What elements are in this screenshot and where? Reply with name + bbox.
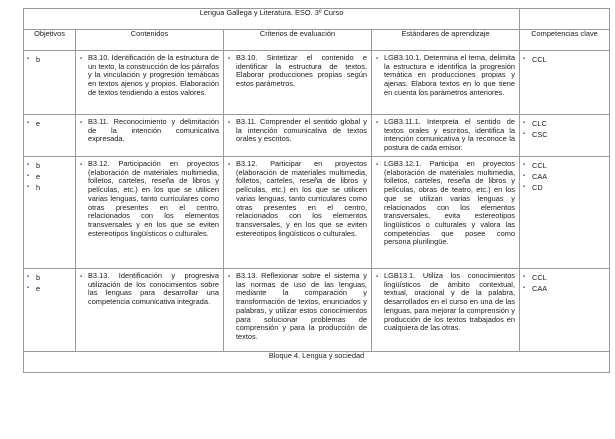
objetivos-item: ▪ e (27, 118, 75, 129)
contenido-text: B3.11. Reconocimiento y delimitación de la intención comunicativa expresada. (88, 117, 219, 144)
table-title-spacer (520, 9, 610, 30)
curriculum-table (23, 8, 610, 373)
criterio-cell (224, 269, 372, 352)
contenido-cell (76, 115, 224, 157)
competencia-cell (520, 115, 610, 157)
objetivos-cell (24, 157, 76, 269)
contenido-cell (76, 51, 224, 115)
header-competencias: Competencias clave (520, 30, 610, 51)
bullet-icon: ▪ (376, 274, 379, 280)
criterio-text: B3.10. Sintetizar el contenido e identificar la estructura de textos. Elaborar producciones propias según estos parámetros. (236, 53, 367, 89)
estandar-text: LGB3.12.1. Participa en proyectos (elaboración de materiales multimedia, folletos, carteles, reseña de libros y películas, obras de teatro, etc.) en los que se utilizan varias lenguas y relacionados con los elementos transversales, evita estereotipos lingüísticos o culturales y valora las competencias que posee como persona plurilingüe. (384, 159, 515, 247)
contenido-text: B3.10. Identificación de la estructura de un texto, la construcción de los párrafos y la vinculación y progresión temáticas en textos ajenos y propios. Elaboración de textos tendiendo a estos valores. (88, 53, 219, 97)
criterio-cell (224, 157, 372, 269)
table-row (24, 51, 610, 115)
objetivos-cell (24, 115, 76, 157)
header-criterios: Criterios de evaluación (224, 30, 372, 51)
bullet-icon: ▪ (80, 274, 83, 280)
competencia-item: ▪ CCL (523, 54, 609, 65)
table-row (24, 269, 610, 352)
bullet-icon: ▪ (80, 162, 83, 168)
competencia-item: ▪ CAA (523, 171, 609, 182)
competencia-item: ▪ CD (523, 182, 609, 193)
objetivos-item: ▪ b (27, 160, 75, 171)
bullet-icon: ▪ (228, 274, 231, 280)
block-heading: Bloque 4. Lengua y sociedad (24, 352, 610, 373)
objetivos-item: ▪ b (27, 272, 75, 283)
criterio-text: B3.13. Reflexionar sobre el sistema y las normas de uso de las lenguas, mediante la comparación y transformación de textos, enunciados y palabras, y utilizar estos conocimientos para solucionar problemas de comprensión y para la producción de textos. (236, 271, 367, 341)
objetivos-item: ▪ h (27, 182, 75, 193)
estandar-text: LGB3.11.1. Interpreta el sentido de textos orales y escritos, identifica la intención comunicativa y la reconoce la postura de cada emisor. (384, 117, 515, 153)
objetivos-item: ▪ e (27, 171, 75, 182)
competencia-cell (520, 51, 610, 115)
objetivos-item: ▪ e (27, 283, 75, 294)
criterio-text: B3.11. Comprender el sentido global y la intención comunicativa de textos orales y escritos. (236, 117, 367, 144)
contenido-cell (76, 157, 224, 269)
objetivos-item: ▪ b (27, 54, 75, 65)
table-row (24, 157, 610, 269)
competencia-item: ▪ CSC (523, 129, 609, 140)
bullet-icon: ▪ (228, 120, 231, 126)
table-title: Lengua Gallega y Literatura. ESO. 3º Curso (24, 9, 520, 30)
competencia-cell (520, 157, 610, 269)
contenido-text: B3.12. Participación en proyectos (elaboración de materiales multimedia, folletos, carteles, reseña de libros y películas, etc.) en los que se utilicen varias lenguas, tanto curriculares como otras presentes en el centro, relacionados con los elementos transversales y en los que se eviten estereotipos lingüísticos o culturales. (88, 159, 219, 238)
criterio-text: B3.12. Participar en proyectos (elaboración de materiales multimedia, folletos, carteles, reseña de libros y películas, etc.) en los que se utilicen varias lenguas, tanto curriculares como otras presentes en el centro, relacionados con los elementos transversales, y en los que se eviten estereotipos lingüísticos o culturales. (236, 159, 367, 238)
contenido-cell (76, 269, 224, 352)
competencia-item: ▪ CLC (523, 118, 609, 129)
objetivos-cell (24, 269, 76, 352)
bullet-icon: ▪ (376, 56, 379, 62)
header-row (24, 30, 610, 51)
header-estandares: Estándares de aprendizaje (372, 30, 520, 51)
estandar-text: LGB13.1. Utiliza los conocimientos lingüísticos de ámbito contextual, textual, oracional y de la palabra, desarrollados en el curso en una de las lenguas, para mejorar la comprensión y producción de los textos trabajados en cualquiera de las otras. (384, 271, 515, 333)
estandar-cell (372, 115, 520, 157)
header-contenidos: Contenidos (76, 30, 224, 51)
table-row (24, 115, 610, 157)
estandar-cell (372, 51, 520, 115)
bullet-icon: ▪ (376, 120, 379, 126)
estandar-cell (372, 157, 520, 269)
bullet-icon: ▪ (228, 56, 231, 62)
competencia-item: ▪ CAA (523, 283, 609, 294)
criterio-cell (224, 51, 372, 115)
objetivos-cell (24, 51, 76, 115)
header-objetivos: Objetivos (24, 30, 76, 51)
bullet-icon: ▪ (376, 162, 379, 168)
bullet-icon: ▪ (228, 162, 231, 168)
estandar-cell (372, 269, 520, 352)
estandar-text: LGB3.10.1. Determina el tema, delimita la estructura e identifica la progresión temática en producciones propias y ajenas. Elabora textos en lo que tiene en cuenta los parámetros anteriores. (384, 53, 515, 97)
bullet-icon: ▪ (80, 120, 83, 126)
competencia-cell (520, 269, 610, 352)
bullet-icon: ▪ (80, 56, 83, 62)
competencia-item: ▪ CCL (523, 160, 609, 171)
criterio-cell (224, 115, 372, 157)
competencia-item: ▪ CCL (523, 272, 609, 283)
contenido-text: B3.13. Identificación y progresiva utilización de los conocimientos sobre las lenguas para desarrollar una competencia comunicativa integrada. (88, 271, 219, 307)
